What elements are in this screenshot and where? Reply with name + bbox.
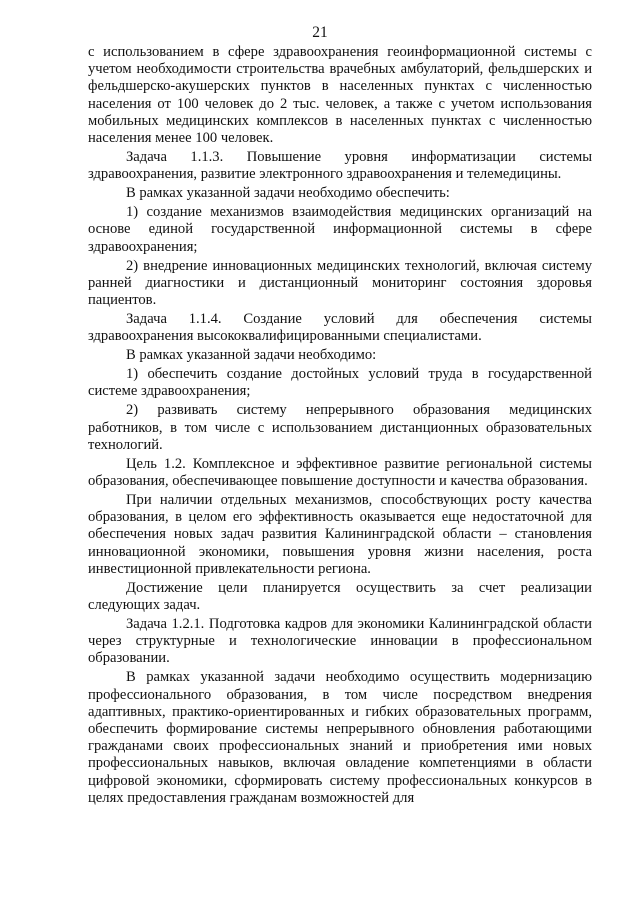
document-body [88,44,592,809]
paragraph-continuation: с использованием в сфере здравоохранения геоинформационной системы с учетом необходимости строительства врачебных амбулаторий, фельдшерских и фельдшерско-акушерских пунктов в населенных пунктах с численностью населения от 100 человек до 2 тыс. человек, а также с учетом использования мобильных медицинских комплексов в населенных пунктах с численностью населения менее 100 человек. [88,44,592,147]
task-1-2-1-heading: Задача 1.2.1. Подготовка кадров для экономики Калининградской области через структурные и технологические инновации в профессиональном образовании. [88,616,592,667]
task-1-1-3-intro: В рамках указанной задачи необходимо обеспечить: [126,185,450,202]
task-1-1-4-item-2: 2) развивать систему непрерывного образования медицинских работников, в том числе с использованием дистанционных образовательных технологий. [88,402,592,453]
goal-1-2-heading: Цель 1.2. Комплексное и эффективное развитие региональной системы образования, обеспечивающее повышение доступности и качества образования. [88,455,592,490]
task-1-1-3-item-1: 1) создание механизмов взаимодействия медицинских организаций на основе единой государственной информационной системы в сфере здравоохранения; [88,204,592,255]
task-1-1-4-heading: Задача 1.1.4. Создание условий для обеспечения системы здравоохранения высококвалифицированными специалистами. [88,311,592,345]
task-1-1-3-heading: Задача 1.1.3. Повышение уровня информатизации системы здравоохранения, развитие электронного здравоохранения и телемедицины. [88,149,592,183]
goal-1-2-text: При наличии отдельных механизмов, способствующих росту качества образования, в целом его эффективность оказывается еще недостаточной для обеспечения новых задач развития Калининградской области – становления инновационной экономики, повышения уровня жизни населения, роста инвестиционной привлекательности региона. [88,492,592,577]
page-number: 21 [312,24,328,41]
task-1-1-4-item-1: 1) обеспечить создание достойных условий труда в государственной системе здравоохранения; [88,366,592,400]
task-1-1-4-intro: В рамках указанной задачи необходимо: [126,347,377,364]
goal-1-2-achievement: Достижение цели планируется осуществить за счет реализации следующих задач. [88,579,592,614]
task-1-1-3-item-2: 2) внедрение инновационных медицинских технологий, включая систему ранней диагностики и дистанционный мониторинг состояния здоровья пациентов. [88,257,592,309]
task-1-2-1-text: В рамках указанной задачи необходимо осуществить модернизацию профессионального образования, в том числе посредством внедрения адаптивных, практико-ориентированных и гибких образовательных программ, обеспечить формирование системы непрерывного обновления работающими гражданами своих профессиональных знаний и приобретения ими новых профессиональных навыков, включая овладение компетенциями в области цифровой экономики, сформировать систему профессиональных конкурсов в целях предоставления гражданам возможностей для [88,669,592,806]
